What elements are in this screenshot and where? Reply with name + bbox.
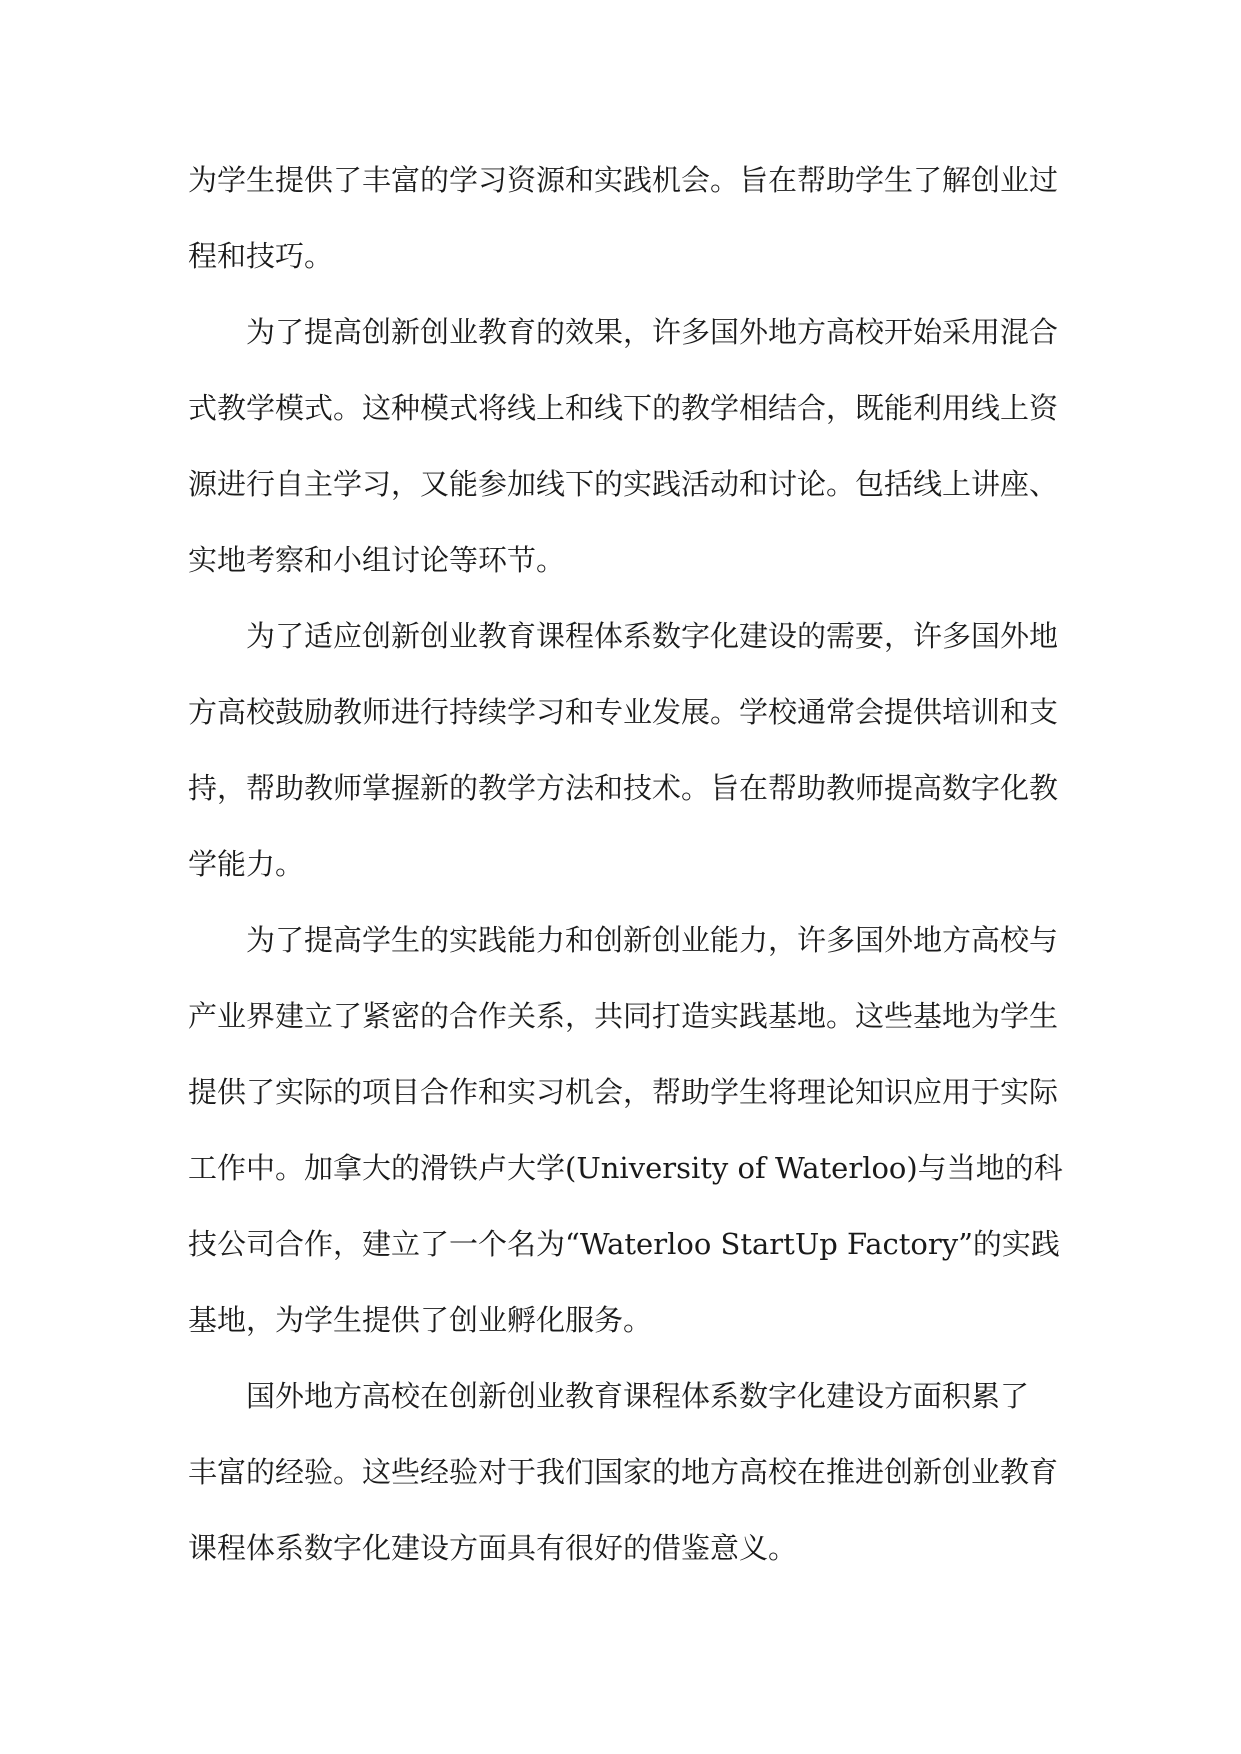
paragraph <box>188 902 1063 1358</box>
text-line: 式教学模式。这种模式将线上和线下的教学相结合，既能利用线上资 <box>188 391 1059 425</box>
paragraph <box>188 142 1058 294</box>
text-line: 实地考察和小组讨论等环节。 <box>188 543 566 577</box>
text-line: 持，帮助教师掌握新的教学方法和技术。旨在帮助教师提高数字化教 <box>188 771 1059 805</box>
text-line: 课程体系数字化建设方面具有很好的借鉴意义。 <box>188 1531 798 1565</box>
text-line: 为学生提供了丰富的学习资源和实践机会。旨在帮助学生了解创业过 <box>188 163 1059 197</box>
text-line: 国外地方高校在创新创业教育课程体系数字化建设方面积累了 <box>246 1379 1030 1413</box>
text-line: 工作中。加拿大的滑铁卢大学(University of Waterloo)与当地的科 <box>188 1151 1063 1185</box>
text-line: 程和技巧。 <box>188 239 334 273</box>
text-line: 为了适应创新创业教育课程体系数字化建设的需要，许多国外地 <box>246 619 1059 653</box>
text-line: 丰富的经验。这些经验对于我们国家的地方高校在推进创新创业教育 <box>188 1455 1059 1489</box>
text-line: 产业界建立了紧密的合作关系，共同打造实践基地。这些基地为学生 <box>188 999 1059 1033</box>
paragraph <box>188 598 1058 902</box>
text-line: 技公司合作，建立了一个名为“Waterloo StartUp Factory”的实践 <box>188 1227 1060 1261</box>
text-line: 为了提高创新创业教育的效果，许多国外地方高校开始采用混合 <box>246 315 1059 349</box>
text-line: 为了提高学生的实践能力和创新创业能力，许多国外地方高校与 <box>246 923 1059 957</box>
text-line: 学能力。 <box>188 847 305 881</box>
text-line: 方高校鼓励教师进行持续学习和专业发展。学校通常会提供培训和支 <box>188 695 1059 729</box>
text-line: 源进行自主学习，又能参加线下的实践活动和讨论。包括线上讲座、 <box>188 467 1059 501</box>
paragraph <box>188 1358 1058 1586</box>
text-line: 基地，为学生提供了创业孵化服务。 <box>188 1303 653 1337</box>
body-text <box>188 142 1063 1586</box>
paragraph <box>188 294 1058 598</box>
text-line: 提供了实际的项目合作和实习机会，帮助学生将理论知识应用于实际 <box>188 1075 1059 1109</box>
